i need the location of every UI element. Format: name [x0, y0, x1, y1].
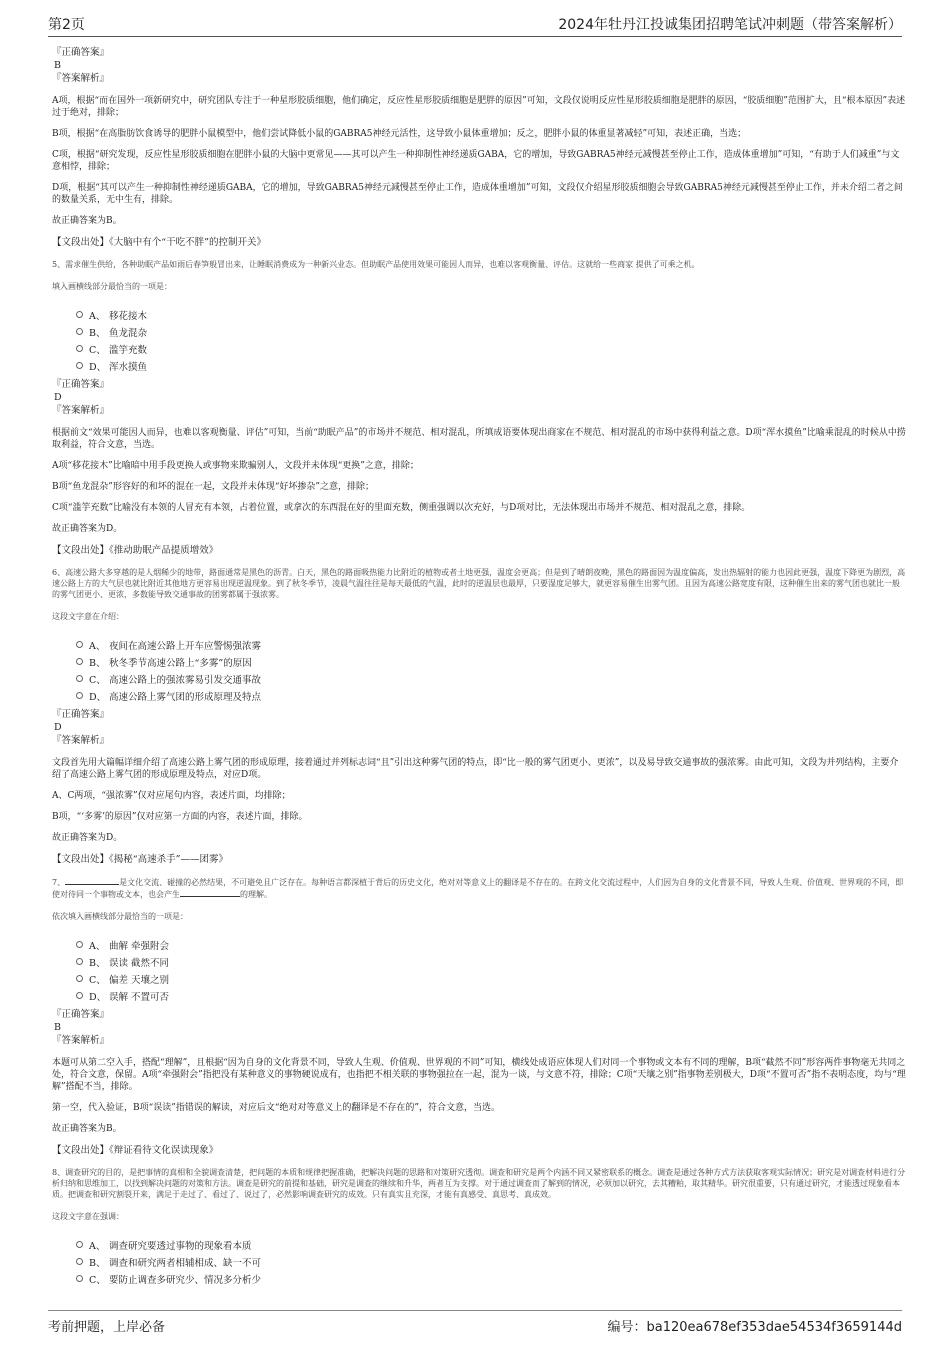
analysis-label: 『答案解析』	[52, 73, 110, 84]
answer-label: 『正确答案』	[52, 709, 110, 720]
source-citation: 【文段出处】《大脑中有个“干吃不胖”的控制开关》	[52, 237, 266, 248]
analysis-label: 『答案解析』	[52, 1035, 110, 1046]
radio-icon[interactable]	[76, 1258, 83, 1265]
analysis-paragraph: 故正确答案为D。	[52, 833, 123, 843]
document-body	[52, 46, 906, 1291]
radio-icon[interactable]	[76, 328, 83, 335]
option-c[interactable]: C、 偏差 天壤之别	[76, 970, 906, 987]
analysis-paragraph: A、C两项，“强浓雾”仅对应尾句内容，表述片面，均排除；	[52, 791, 291, 801]
radio-icon[interactable]	[76, 641, 83, 648]
document-id: 编号：ba120ea678ef353dae54534f3659144d	[607, 1319, 902, 1335]
analysis-paragraph: 文段首先用大篇幅详细介绍了高速公路上雾气团的形成原理，接着通过并列标志词“且”引出这种雾气团的特点，即“比一般的雾气团更小、更浓”，以及易导致交通事故的强浓雾。由此可知，文段为并列结构，主要介绍了高速公路上雾气团的形成原理及特点，对应D项。	[52, 758, 899, 780]
analysis-paragraph: A项，根据“而在国外一项新研究中，研究团队专注于一种星形胶质细胞，他们确定，反应性星形胶质细胞是肥胖的原因”可知，文段仅说明反应性星形胶质细胞是肥胖的原因，“胶质细胞”范围扩大，且“根本原因”表述过于绝对，排除；	[52, 96, 906, 118]
source-citation: 【文段出处】《揭秘“高速杀手”——团雾》	[52, 854, 228, 865]
option-c[interactable]: C、 高速公路上的强浓雾易引发交通事故	[76, 670, 906, 687]
option-b[interactable]: B、 误读 截然不同	[76, 953, 906, 970]
option-list	[76, 306, 906, 374]
analysis-paragraph: B项“鱼龙混杂”形容好的和坏的混在一起，文段并未体现“好坏掺杂”之意，排除；	[52, 482, 375, 492]
analysis-paragraph: C项“滥竽充数”比喻没有本领的人冒充有本领，占着位置，或拿次的东西混在好的里面充数，侧重强调以次充好，与D项对比，无法体现出市场并不规范、相对混乱之意，排除。	[52, 503, 751, 513]
analysis-paragraph: 第一空，代入验证，B项“误读”指错误的解读，对应后文“绝对对等意义上的翻译是不存在的”，符合文意，当选。	[52, 1103, 501, 1113]
option-c[interactable]: C、 滥竽充数	[76, 340, 906, 357]
option-list	[76, 1236, 906, 1287]
analysis-paragraph: B项，根据“在高脂肪饮食诱导的肥胖小鼠模型中，他们尝试降低小鼠的GABRA5神经元活性，这导致小鼠体重增加；反之，肥胖小鼠的体重显著减轻”可知，表述正确，当选；	[52, 129, 747, 139]
document-title: 2024年牡丹江投诚集团招聘笔试冲刺题（带答案解析）	[558, 17, 902, 33]
option-list	[76, 936, 906, 1004]
answer-label: 『正确答案』	[52, 1009, 110, 1020]
analysis-paragraph: 本题可从第二空入手，搭配“理解”，且根据“因为自身的文化背景不同，导致人生观、价值观、世界观的不同”可知，横线处成语应体现人们对同一个事物或文本有不同的理解，B项“截然不同”形容两件事物毫无共同之处，符合文意，保留。A项“牵强附会”指把没有某种意义的事物硬说成有，也指把不相关联的事物强拉在一起，混为一谈，与文意不符，排除；C项“天壤之别”指事物差别极大，D项“不置可否”指不表明态度，均与“理解”搭配不当，排除。	[52, 1058, 906, 1092]
radio-icon[interactable]	[76, 658, 83, 665]
analysis-paragraph: B项，“‘多雾’的原因”仅对应第一方面的内容，表述片面，排除。	[52, 812, 308, 822]
analysis-paragraph: D项，根据“其可以产生一种抑制性神经递质GABA，它的增加，导致GABRA5神经元减慢甚至停止工作，造成体重增加”可知，文段仅介绍星形胶质细胞会导致GABRA5神经元减慢甚至停止工作，并未介绍二者之间的数量关系，无中生有，排除。	[52, 183, 903, 205]
option-b[interactable]: B、 秋冬季节高速公路上“多雾”的原因	[76, 653, 906, 670]
question-text: 6、高速公路大多穿越的是人烟稀少的地带，路面通常是黑色的沥青。白天，黑色的路面吸热能力比附近的植物或者土地更强，温度会更高；但是到了晴朗夜晚，黑色的路面因为温度偏高，发出热辐射的能力也因此更强，温度下降更为剧烈，高速公路上方的大气层也就比附近其他地方更容易出现逆温现象。到了秋冬季节，凌晨气温往往是每天最低的气温，此时的逆温层也最厚，只要湿度足够大，就更容易催生出雾气团。且因为高速公路宽度有限，这种催生出来的雾气团也就比一般的雾气团更小、更浓，多数能导致交通事故的团雾都属于强浓雾。	[52, 568, 906, 599]
option-b[interactable]: B、 调查和研究两者相辅相成、缺一不可	[76, 1253, 906, 1270]
page-number: 第2页	[48, 17, 85, 33]
analysis-paragraph: C项，根据“研究发现，反应性星形胶质细胞在肥胖小鼠的大脑中更常见——其可以产生一种抑制性神经递质GABA，它的增加，导致GABRA5神经元减慢甚至停止工作，造成体重增加”可知，“有助于人们减重”与文意相悖，排除；	[52, 150, 900, 172]
option-c[interactable]: C、 要防止调查多研究少、情况多分析少	[76, 1270, 906, 1287]
radio-icon[interactable]	[76, 941, 83, 948]
radio-icon[interactable]	[76, 975, 83, 982]
analysis-label: 『答案解析』	[52, 405, 110, 416]
question-prompt: 依次填入画横线部分最恰当的一项是：	[52, 912, 188, 921]
radio-icon[interactable]	[76, 958, 83, 965]
page-footer	[48, 1310, 902, 1337]
answer-value: B	[54, 60, 61, 71]
analysis-paragraph: 根据前文“效果可能因人而异，也难以客观衡量、评估”可知，当前“助眠产品”的市场并不规范、相对混乱，所填成语要体现出商家在不规范、相对混乱的市场中获得利益之意。D项“浑水摸鱼”比喻乘混乱的时候从中捞取利益，符合文意，当选。	[52, 428, 906, 450]
option-b[interactable]: B、 鱼龙混杂	[76, 323, 906, 340]
question-text: 7、 是文化交流、碰撞的必然结果，不可避免且广泛存在。每种语言都深植于背后的历史文化，绝对对等意义上的翻译是不存在的。在跨文化交流过程中，人们因为自身的文化背景不同，导致人生观、价值观、世界观的不同，即使对待同一个事物或文本，也会产生 的理解。	[52, 878, 904, 899]
answer-value: B	[54, 1022, 61, 1033]
answer-label: 『正确答案』	[52, 379, 110, 390]
radio-icon[interactable]	[76, 992, 83, 999]
option-list	[76, 636, 906, 704]
answer-value: D	[54, 722, 62, 733]
page-header	[48, 12, 902, 37]
answer-label: 『正确答案』	[52, 47, 110, 58]
fill-blank	[65, 876, 119, 885]
radio-icon[interactable]	[76, 675, 83, 682]
question-prompt: 这段文字意在强调：	[52, 1212, 124, 1221]
answer-value: D	[54, 392, 62, 403]
option-a[interactable]: A、 调查研究要透过事物的现象看本质	[76, 1236, 906, 1253]
question-prompt: 填入画横线部分最恰当的一项是：	[52, 282, 172, 291]
analysis-paragraph: A项“移花接木”比喻暗中用手段更换人或事物来欺骗别人，文段并未体现“更换”之意，排除；	[52, 461, 419, 471]
option-d[interactable]: D、 误解 不置可否	[76, 987, 906, 1004]
option-a[interactable]: A、 曲解 牵强附会	[76, 936, 906, 953]
radio-icon[interactable]	[76, 345, 83, 352]
question-text: 8、调查研究的目的，是把事情的真相和全貌调查清楚，把问题的本质和规律把握准确，把解决问题的思路和对策研究透彻。调查和研究是两个内涵不同又紧密联系的概念。调查是通过各种方式方法获取客观实际情况；研究是对调查材料进行分析归纳和思维加工，以找到解决问题的对策和方法。调查是研究的前提和基础，研究是调查的继续和升华，两者互为支撑。对于通过调查而了解到的情况，必须加以研究，去其糟粕，取其精华。研究很重要，只有通过研究，才能透过现象看本质。把调查和研究割裂开来，满足于走过了、看过了、说过了，必然影响调查研究的成效。只有真实且充深，才能有真感受、真思考、真成效。	[52, 1168, 906, 1199]
analysis-paragraph: 故正确答案为B。	[52, 216, 122, 226]
option-a[interactable]: A、 夜间在高速公路上开车应警惕强浓雾	[76, 636, 906, 653]
question-prompt: 这段文字意在介绍：	[52, 612, 124, 621]
radio-icon[interactable]	[76, 1241, 83, 1248]
analysis-paragraph: 故正确答案为B。	[52, 1124, 122, 1134]
analysis-label: 『答案解析』	[52, 735, 110, 746]
fill-blank	[180, 888, 240, 897]
question-text: 5、需求催生供给，各种助眠产品如雨后春笋般冒出来，让睡眠消费成为一种新兴业态。但助眠产品使用效果可能因人而异，也难以客观衡量、评估。这就给一些商家 提供了可乘之机。	[52, 260, 700, 269]
option-d[interactable]: D、 浑水摸鱼	[76, 357, 906, 374]
option-d[interactable]: D、 高速公路上雾气团的形成原理及特点	[76, 687, 906, 704]
radio-icon[interactable]	[76, 362, 83, 369]
footer-slogan: 考前押题，上岸必备	[48, 1319, 166, 1335]
source-citation: 【文段出处】《推动助眠产品提质增效》	[52, 545, 219, 556]
source-citation: 【文段出处】《辩证看待文化误读现象》	[52, 1145, 219, 1156]
option-a[interactable]: A、 移花接木	[76, 306, 906, 323]
radio-icon[interactable]	[76, 311, 83, 318]
radio-icon[interactable]	[76, 692, 83, 699]
radio-icon[interactable]	[76, 1275, 83, 1282]
analysis-paragraph: 故正确答案为D。	[52, 524, 123, 534]
